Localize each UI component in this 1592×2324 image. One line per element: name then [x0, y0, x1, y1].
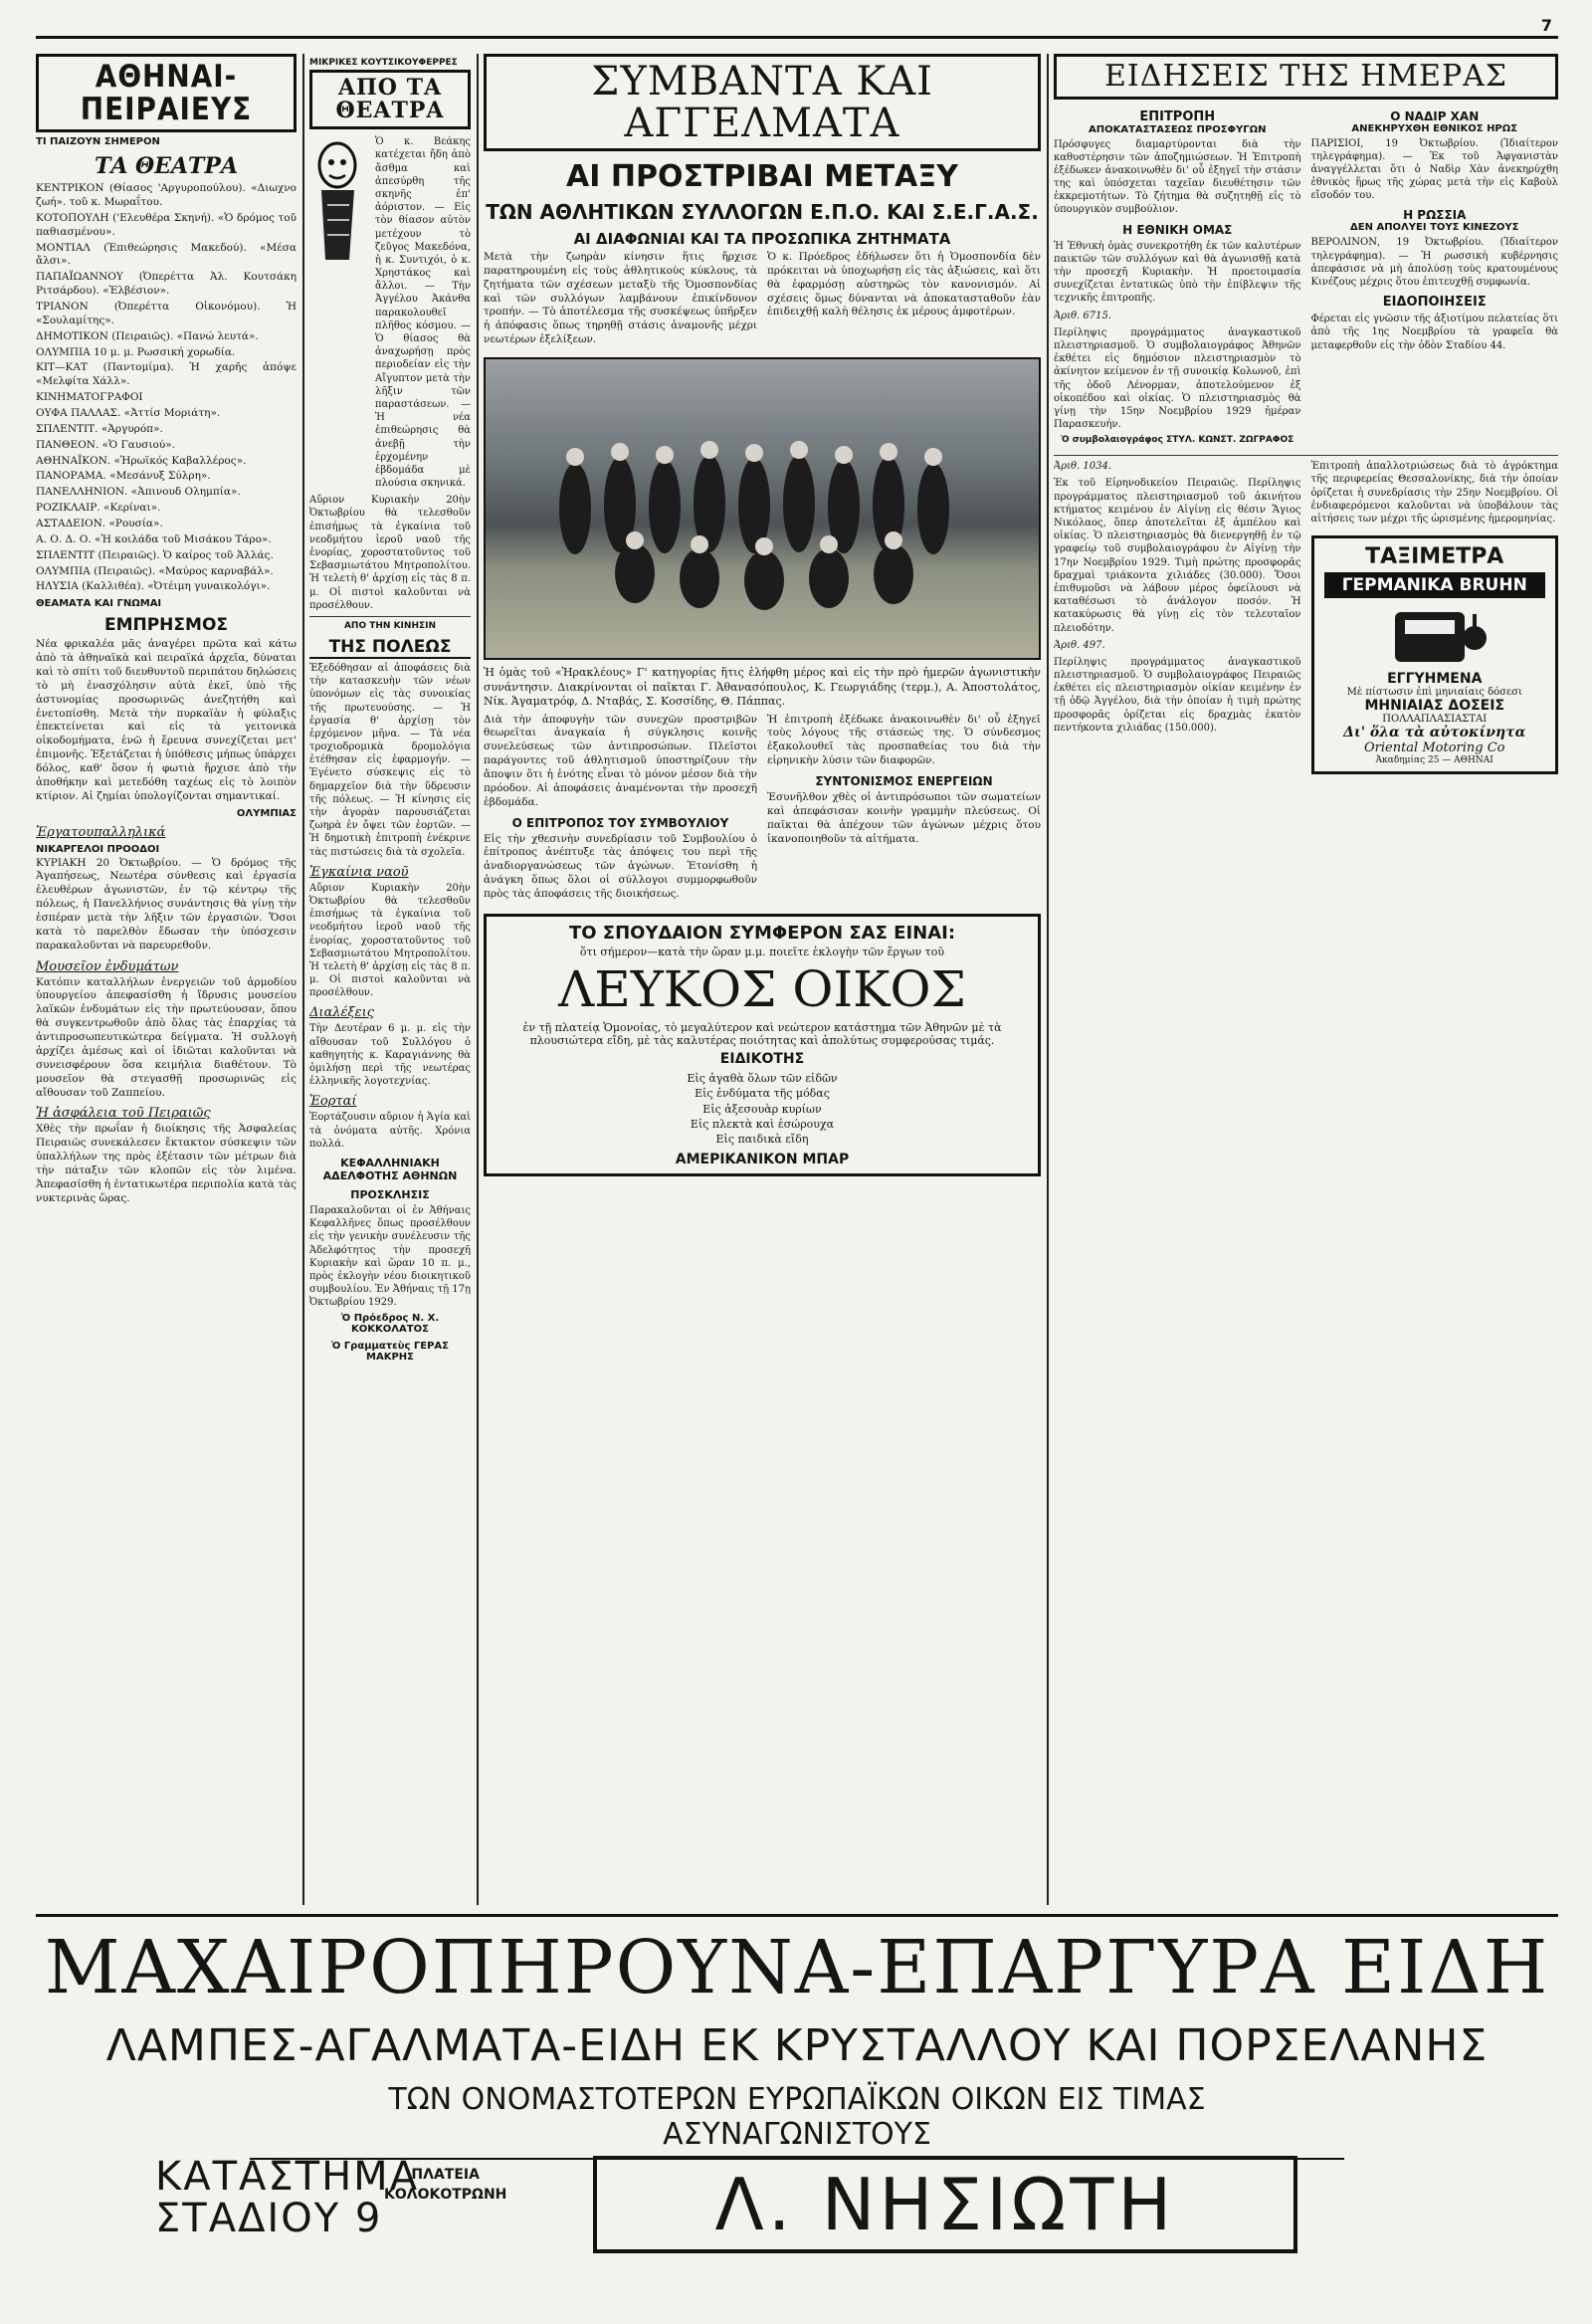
theatre-figure-illustration — [309, 135, 369, 265]
advert-item: Εἰς ἀγαθὰ ὅλων τῶν εἰδῶν — [687, 1071, 838, 1085]
advert-title: ΤΟ ΣΠΟΥΔΑΙΟΝ ΣΥΜΦΕΡΟΝ ΣΑΣ ΕΙΝΑΙ: — [568, 922, 956, 944]
square-name: ΚΟΛΟΚΟΤΡΩΝΗ — [384, 2186, 507, 2203]
section-city: ΤΗΣ ΠΟΛΕΩΣ — [309, 637, 471, 659]
notice-number-2: Ἀριθ. 1034. — [1054, 461, 1112, 473]
consecration-text: Αὔριον Κυριακὴν 20ὴν Ὀκτωβρίου θὰ τελεσθοῦν ἐπισήμως τὰ ἐγκαίνια τοῦ νεοδμήτου ἱεροῦ ναοῦ τῆς ἐνορίας, χοροστατοῦντος τοῦ Σεβασμιωτάτου Μητροπολίτου. Ἡ τελετὴ θ' ἀρχίσῃ εἰς τὰς 8 π. μ. Οἱ πιστοὶ καλοῦνται νὰ προσέλθουν. — [309, 882, 471, 999]
article-bottom-left — [484, 714, 757, 906]
fire-text: Νέα φρικαλέα μᾶς ἀναγέρει πρῶτα καὶ κάτω ἀπὸ τὰ ἀθηναϊκὰ καὶ πειραϊκά ἀρχεῖα, δύναται καὶ τὸ σπίτι τοῦ διευθυντοῦ περιπάτου δηλώσεις τὸ μὴ ἐνασχόλησιν αὐτὰ ἐκεῖ, ὑπὸ τῆς ἀστυνομίας προσωρινῶς ἀνεζητήθη καὶ ἐνετοπίσθη. Μετὰ τὴν πυρκαϊὰν ἡ φύλαξις ἐπεκτείνεται καὶ εἰς τὰ γειτονικὰ οἰκοδομήματα, ἐνῶ ἡ ἔρευνα συνεχίζεται μετ' ἐπιμονῆς. Ἐξετάζεται ἡ ὑπόθεσις μήπως ὑπάρχει δόλος, καθ' ὅσον ἡ φωτιὰ ἤρχισε ἀπὸ τὴν ἀποθήκην καὶ μετεδόθη ταχέως εἰς τὸ λοιπὸν κτίριον. Αἱ ζημίαι ὑπολογίζονται σημαντικαί. — [36, 638, 297, 802]
fire-signature: ΟΛΥΜΠΙΑΣ — [236, 807, 297, 819]
section-invitation: ΠΡΟΣΚΛΗΣΙΣ — [350, 1187, 430, 1201]
notice-text-3: Ἐπιτροπὴ ἀπαλλοτριώσεως διὰ τὸ ἀγρόκτημα τῆς περιφερείας Θεσσαλονίκης, διὰ τὴν ὁποίαν ὁρίζεται ἡ συνεδρίασις τὴν 25ην Νοεμβρίου. Οἱ ἐνδιαφερόμενοι καλοῦνται νὰ ὑποβάλουν τὰς αἰτήσεις των μέχρι τῆς ὡρισμένης ἡμερομηνίας. — [1310, 461, 1558, 525]
section-banner-athens: ΑΘΗΝΑΙ-ΠΕΙΡΑΙΕΥΣ — [36, 54, 297, 132]
article-text-right: Ὁ κ. Πρόεδρος ἐδήλωσεν ὅτι ἡ Ὁμοσπονδία δὲν πρόκειται νὰ ὑποχωρήσῃ εἰς τὰς ἀξιώσεις, καὶ ὅτι θὰ ἐφαρμόσῃ αὐστηρῶς τὸν κανονισμόν. Αἱ σχέσεις ὅμως δύνανται νὰ ἀποκατασταθοῦν ἐὰν ἐπιδειχθῇ καλὴ θέλησις ἐκ μέρους ἀμφοτέρων. — [767, 251, 1041, 318]
notice-number-1: Ἀριθ. 6715. — [1054, 310, 1112, 321]
theatre-listing: ΗΛΥΣΙΑ (Καλλιθέα). «Ὀτέιμη γυναικολόγι». — [36, 580, 271, 593]
section-banner-events: ΣΥΜΒΑΝΤΑ ΚΑΙ ΑΓΓΕΛΜΑΤΑ — [484, 54, 1041, 151]
store-label — [155, 2156, 419, 2239]
column-theatres — [309, 54, 471, 1905]
section-coordination: ΣΥΝΤΟΝΙΣΜΟΣ ΕΝΕΡΓΕΙΩΝ — [815, 774, 993, 788]
theatre-listing: ΡΟΖΙΚΛΑΙΡ. «Κερίναι». — [36, 502, 161, 515]
taxi-terms: ΜΗΝΙΑΙΑΣ ΔΟΣΕΙΣ — [1364, 698, 1505, 715]
taximeter-icon — [1375, 604, 1494, 668]
head-national-team: Η ΕΘΝΙΚΗ ΟΜΑΣ — [1122, 222, 1233, 237]
advert-taximeters — [1311, 535, 1559, 774]
advert-item: Εἰς ἀξεσουὰρ κυρίων — [702, 1102, 822, 1116]
top-rule — [36, 18, 1558, 39]
theatre-news-2: Αὔριον Κυριακὴν 20ὴν Ὀκτωβρίου θὰ τελεσθοῦν ἐπισήμως τὰ ἐγκαίνια τοῦ νεοδμήτου ἱεροῦ ναοῦ τῆς ἐνορίας, χοροστατοῦντος τοῦ Σεβασμιωτάτου Μητροπολίτου. Ἡ τελετὴ θ' ἀρχίσῃ εἰς τὰς 8 π. μ. Οἱ πιστοὶ καλοῦνται νὰ προσέλθουν. — [309, 495, 471, 611]
bottom-advert-line3: ΤΩΝ ΟΝΟΜΑΣΤΟΤΕΡΩΝ ΕΥΡΩΠΑΪΚΩΝ ΟΙΚΩΝ ΕΙΣ ΤΙΜΑΣ ΑΣΥΝΑΓΩΝΙΣΤΟΥΣ — [250, 2082, 1344, 2160]
bottom-advert — [36, 1914, 1558, 2305]
column-events — [484, 54, 1041, 1905]
photo-caption: Ἡ ὁμὰς τοῦ «Ἡρακλέους» Γ' κατηγορίας ἥτις ἐλήφθη μέρος καὶ εἰς τὴν πρὸ ἡμερῶν ἀγωνιστικὴν συνάντησιν. Διακρίνονται οἱ παῖκται Γ. Ἀθανασόπουλος, Κ. Γεωργιάδης (τερμ.), Α. Ἀποστολάτος, Νίκ. Ἀγαματρόφ, Δ. Νταβάς, Σ. Κοσσίδης, Θ. Πάππας. — [484, 666, 1041, 709]
head-notices: ΕΙΔΟΠΟΙΗΣΕΙΣ — [1382, 295, 1487, 311]
theatres-title: ΤΑ ΘΕΑΤΡΑ — [94, 153, 239, 180]
lectures-text: Τὴν Δευτέραν 6 μ. μ. εἰς τὴν αἴθουσαν τοῦ Συλλόγου ὁ καθηγητὴς κ. Καραγιάννης θὰ ὁμιλήσῃ περὶ τῆς νεωτέρας ἑλληνικῆς λογοτεχνίας. — [309, 1023, 471, 1088]
security-text: Χθὲς τὴν πρωΐαν ἡ διοίκησις τῆς Ἀσφαλείας Πειραιῶς συνεκάλεσεν ἔκτακτον σύσκεψιν τῶν ὑπαλλήλων της πρὸς ἐξέτασιν τῶν μέτρων διὰ τὴν πάταξιν τῶν κλοπῶν εἰς τὸν λιμένα. Ἀπεφασίσθη ἡ ἐντατικωτέρα περιπολία κατὰ τὰς νυκτερινὰς ὥρας. — [36, 1123, 297, 1204]
legal-col-left — [1054, 460, 1301, 774]
theatre-listing: ΚΙΤ—ΚΑΤ (Παντομίμα). Ἡ χαρῆς ἀπόψε «Μελφίτα Χάλλ». — [36, 361, 297, 388]
theatre-listing: ΚΙΝΗΜΑΤΟΓΡΑΦΟΙ — [36, 391, 143, 404]
theatre-listing: ΑΘΗΝΑΪΚΟΝ. «Ἡρωϊκός Καβαλλέρος». — [36, 454, 247, 467]
square-label — [384, 2166, 506, 2205]
invitation-signature-president: Ὁ Πρόεδρος Ν. Χ. ΚΟΚΚΟΛΑΤΟΣ — [340, 1313, 440, 1336]
theatre-listing: Α. Ο. Δ. Ο. «Ἡ κοιλάδα τοῦ Μισάκου Τάρο». — [36, 532, 272, 545]
news-columns — [1054, 104, 1558, 452]
taxi-all-cars: Δι' ὅλα τὰ αὐτοκίνητα — [1343, 725, 1526, 741]
team-photo — [484, 357, 1041, 660]
news-col-left — [1054, 104, 1301, 452]
advert-item: Εἰς παιδικὰ εἴδη — [715, 1133, 809, 1147]
newspaper-page — [36, 18, 1558, 2307]
taxi-rep: ΠΟΛΛΑΠΛΑΣΙΑΣΤΑΙ — [1382, 714, 1488, 726]
legal-col-right — [1311, 460, 1559, 774]
notice-text-2: Ἐκ τοῦ Εἰρηνοδικείου Πειραιῶς. Περίληψις προγράμματος πλειστηριασμοῦ τοῦ ἀκινήτου κτήματος κειμένου ἐν Αἰγίνῃ εἰς θέσιν Ἅγιος Νικόλαος, ὅπερ ἀποτελεῖται ἐξ ἀμπέλου καὶ οἰκίας. Ὁ πλειστηριασμὸς θὰ διενεργηθῇ ἐν τῷ γραφείῳ τοῦ συμβολαιογράφου ἐν Αἰγίνῃ τὴν 17ην Νοεμβρίου 1929. Τιμὴ πρώτης προσφορᾶς δραχμαὶ τριάκοντα χιλιάδες (30.000). Ὅσοι ἐπιθυμοῦσι νὰ λάβουν μέρος ὀφείλουσι νὰ καταθέσωσι τὸ ἀνάλογον ποσόν. Ἡ κατακύρωσις θὰ γίνῃ εἰς τὸν τελευταῖον πλειοδότην. — [1054, 478, 1301, 634]
head-russia-2: ΔΕΝ ΑΠΟΛΥΕΙ ΤΟΥΣ ΚΙΝΕΖΟΥΣ — [1350, 222, 1519, 234]
head-committee-2: ΑΠΟΚΑΤΑΣΤΑΣΕΩΣ ΠΡΟΣΦΥΓΩΝ — [1088, 123, 1267, 135]
advert-item: Εἰς πλεκτὰ καὶ ἐσώρουχα — [690, 1118, 835, 1132]
invitation-signature-secretary: Ὁ Γραμματεὺς ΓΕΡΑΣ ΜΑΚΡΗΣ — [330, 1341, 449, 1364]
taxi-brand: ΓΕΡΜΑΝΙΚΑ BRUHN — [1324, 572, 1546, 598]
notice-text-1: Περίληψις προγράμματος ἀναγκαστικοῦ πλειστηριασμοῦ. Ὁ συμβολαιογράφος Ἀθηνῶν ἐκθέτει εἰς δημόσιον πλειστηριασμὸν τὸ ἀκίνητον κείμενον ἐν τῇ συνοικίᾳ Κολωνοῦ, ἐπὶ τῆς ὁδοῦ Λένορμαν, ἀποτελούμενον ἐξ οἰκοπέδου καὶ οἰκίας. Ὁ πλειστηριασμὸς θὰ γίνῃ τὴν 15ην Νοεμβρίου 1929 ἡμέραν Παρασκευήν. — [1054, 326, 1301, 431]
advert-specialty: ΕΙΔΙΚΟΤΗΣ — [719, 1050, 805, 1067]
section-lectures: Διαλέξεις — [309, 1005, 374, 1021]
advert-text: ἐν τῇ πλατείᾳ Ὁμονοίας, τὸ μεγαλύτερον καὶ νεώτερον κατάστημα τῶν Ἀθηνῶν μὲ τὰ πλουσιώτερα εἴδη, μὲ τὰς καλυτέρας ποιότητας καὶ ἀπολύτως συμφερούσας τιμάς. — [522, 1020, 1002, 1047]
bottom-advert-line2: ΛΑΜΠΕΣ-ΑΓΑΛΜΑΤΑ-ΕΙΔΗ ΕΚ ΚΡΥΣΤΑΛΛΟΥ ΚΑΙ ΠΟΡΣΕΛΑΝΗΣ — [105, 2020, 1489, 2071]
headline-disputes: ΑΙ ΔΙΑΦΩΝΙΑΙ ΚΑΙ ΤΑ ΠΡΟΣΩΠΙΚΑ ΖΗΤΗΜΑΤΑ — [573, 230, 951, 248]
merchant-name: Λ. ΝΗΣΙΩΤΗ — [593, 2156, 1297, 2253]
news-col-right — [1311, 104, 1559, 452]
article-bottom-right — [767, 714, 1041, 906]
lower-right-text: Ἡ ἐπιτροπὴ ἐξέδωκε ἀνακοινωθὲν δι' οὗ ἐξηγεῖ τοὺς λόγους τῆς στάσεώς της. Ὁ σύνδεσμος ἐξακολουθεῖ τὰς προσπαθείας του διὰ τὴν εἰρηνικὴν λύσιν τῶν διαφορῶν. — [767, 713, 1041, 767]
legal-notices — [1054, 460, 1558, 774]
section-banner-theatres: ΑΠΟ ΤΑ ΘΕΑΤΡΑ — [309, 70, 471, 129]
invitation-text: Παρακαλοῦνται οἱ ἐν Ἀθήναις Κεφαλλῆνες ὅπως προσέλθουν εἰς τὴν γενικὴν συνέλευσιν τῆς Ἀδελφότητος τὴν προσεχῆ Κυριακὴν καὶ ὥραν 10 π. μ., πρὸς ἐκλογὴν νέου διοικητικοῦ συμβουλίου. Ἐν Ἀθήναις τῇ 17ῃ Ὀκτωβρίου 1929. — [309, 1204, 471, 1309]
theatre-news-with-figure — [309, 135, 471, 494]
section-feasts: Ἑορταί — [309, 1094, 357, 1110]
head-nadir: Ο ΝΑΔΙΡ ΧΑΝ — [1390, 108, 1480, 123]
taxi-credit: Μὲ πίστωσιν ἐπὶ μηνιαίαις δόσεσι — [1346, 687, 1522, 699]
article-bottom — [484, 714, 1041, 906]
theatre-listing: ΟΛΥΜΠΙΑ 10 μ. μ. Ρωσσική χορωδία. — [36, 345, 236, 358]
theatre-listing: ΣΠΛΕΝΤΙΤ. «Ἀργυρόπ». — [36, 422, 163, 435]
committee-text: Πρόσφυγες διαμαρτύρονται διὰ τὴν καθυστέρησιν τῶν ἀποζημιώσεων. Ἡ Ἐπιτροπὴ ἐξέδωκεν ἀνακοινωθὲν δι' οὗ ἐξηγεῖ τὴν στάσιν της καὶ ὑπόσχεται ταχεῖαν διευθέτησιν τῶν ἐκκρεμοτήτων. Τὸ ζήτημα θὰ συζητηθῇ εἰς τὸ ὑπουργικὸν συμβούλιον. — [1054, 138, 1301, 216]
lower-left-text: Διὰ τὴν ἀποφυγὴν τῶν συνεχῶν προστριβῶν θεωρεῖται ἀναγκαία ἡ σύγκλησις κοινῆς συνελεύσεως τῶν ἀντιπροσώπων. Πλεῖστοι παράγοντες τοῦ ἀθλητισμοῦ ὑποστηρίζουν τὴν ἄποψιν ὅτι ἡ ἑνότης εἶναι τὸ μόνον μέσον διὰ τὴν πρόοδον. Αἱ ἀποφάσεις ἀναμένονται τὴν προσεχῆ ἑβδομάδα. — [484, 713, 757, 808]
advert-bar: ΑΜΕΡΙΚΑΝΙΚΟΝ ΜΠΑΡ — [675, 1151, 850, 1167]
russia-text: ΒΕΡΟΛΙΝΟΝ, 19 Ὀκτωβρίου. (Ἰδιαίτερον τηλεγράφημα). — Ἡ ρωσσικὴ κυβέρνησις ἀπεφάσισε νὰ μὴ ἀπολύσῃ τοὺς κρατουμένους Κινέζους μέχρις ὅτου ἐπιτευχθῇ συμφωνία. — [1310, 237, 1558, 288]
theatre-listing: ΟΛΥΜΠΙΑ (Πειραιῶς). «Μαύρος καρναβάλ». — [36, 564, 274, 577]
article-top — [484, 251, 1041, 351]
column-news-of-day — [1054, 54, 1558, 1905]
column-rule — [302, 54, 304, 1905]
section-security: Ἡ ἀσφάλεια τοῦ Πειραιῶς — [36, 1106, 211, 1122]
theatre-listings — [36, 182, 297, 594]
head-committee: ΕΠΙΤΡΟΠΗ — [1139, 108, 1216, 124]
theatre-listing: ΟΥΦΑ ΠΑΛΛΑΣ. «Ἀττίσ Μοριάτη». — [36, 406, 221, 419]
theatre-news-1: Ὁ κ. Βεάκης κατέχεται ἤδη ἀπὸ ἄσθμα καὶ ἀπεσύρθη τῆς σκηνῆς ἐπ' ἀόριστον. — Εἰς τὸν θίασον αὐτὸν μετέχουν τὸ ζεῦγος Μακεδόνα, ἡ κ. Συντιχόι, ὁ κ. Χρηστάκος καὶ ἄλλοι. — Τὴν Ἀγγέλου Ἀκάνθα παρακολουθεῖ πλῆθος κόσμου. — Ὁ θίασος θὰ ἀναχωρήσῃ πρὸς περιοδείαν εἰς τὴν Αἴγυπτον μετὰ τὴν λῆξιν τῶν παραστάσεων. — Ἡ νέα ἐπιθεώρησις θὰ ἀνεβῇ τὴν ἐρχομένην ἑβδομάδα μὲ πλούσια σκηνικά. — [375, 136, 471, 490]
advert-item: Εἰς ἐνδύματα τῆς μόδας — [695, 1087, 830, 1101]
column-rule — [477, 54, 479, 1905]
national-team-text: Ἡ Ἐθνικὴ ὁμὰς συνεκροτήθη ἐκ τῶν καλυτέρων παικτῶν τῶν συλλόγων καὶ θὰ ἀγωνισθῇ κατὰ τὴν προσεχῆ Κυριακὴν. Ἡ προετοιμασία συνεχίζεται ἐντατικῶς ὑπὸ τὴν ἐπίβλεψιν τῆς τεχνικῆς ἐπιτροπῆς. — [1054, 240, 1301, 305]
store-address: ΣΤΑΔΙΟΥ 9 — [155, 2196, 383, 2241]
museum-text: Κατόπιν καταλλήλων ἐνεργειῶν τοῦ ἁρμοδίου ὑπουργείου ἀπεφασίσθη ἡ ἵδρυσις μουσείου λαϊκῶν ἐνδυμάτων εἰς τὴν πρωτεύουσαν, ὅπου θὰ συγκεντρωθοῦν ἀπὸ ὅλας τὰς ἐπαρχίας τὰ ἀντιπροσωπευτικώτερα δείγματα. Ἡ συλλογὴ ἀρχίζει ἀμέσως καὶ οἱ ἰδιῶται καλοῦνται νὰ συνεισφέρουν ὅσα κειμήλια διαθέτουν. Τὸ μουσεῖον θὰ στεγασθῇ προσωρινῶς εἰς αἴθουσαν τοῦ Ζαππείου. — [36, 975, 297, 1099]
theatre-listing: ΤΡΙΑΝΟΝ (Ὀπερέττα Οἰκονόμου). Ἡ «Σουλαμίτης». — [36, 300, 297, 326]
subsection-labour: ΝΙΚΑΡΓΕΛΟΙ ΠΡΟΟΔΟΙ — [36, 843, 160, 855]
square-word: ΠΛΑΤΕΙΑ — [411, 2167, 480, 2183]
taxi-address: Ἀκαδημίας 25 — ΑΘΗΝΑΙ — [1375, 755, 1493, 766]
bottom-advert-line1: ΜΑΧΑΙΡΟΠΗΡΟΥΝΑ-ΕΠΑΡΓΥΡΑ ΕΙΔΗ — [44, 1925, 1550, 2010]
theatre-listing: ΜΟΝΤΙΑΛ (Ἐπιθεώρησις Μακεδού). «Μέσα ἄλσι». — [36, 241, 297, 268]
section-council: Ο ΕΠΙΤΡΟΠΟΣ ΤΟΥ ΣΥΜΒΟΥΛΙΟΥ — [511, 815, 729, 830]
theatre-listing: ΠΑΠΑΪΩΑΝΝΟΥ (Ὀπερέττα Ἀλ. Κουτσάκη Ριτσάρδου). «Ἑλβέσιον». — [36, 271, 297, 298]
section-labour: Ἐργατουπαλληλικά — [36, 824, 166, 840]
advert-store-name: ΛΕΥΚΟΣ ΟΙΚΟΣ — [558, 959, 966, 1018]
section-fire: ΕΜΠΡΗΣΜΟΣ — [103, 615, 229, 636]
nadir-text: ΠΑΡΙΣΙΟΙ, 19 Ὀκτωβρίου. (Ἰδιαίτερον τηλεγράφημα). — Ἐκ τοῦ Ἀφγανιστὰν ἀναγγέλλεται ὅτι ὁ Ναδὶρ Χὰν ἀνεκηρύχθη ἐθνικὸς ἥρως τῆς χώρας μετὰ τὴν εἰς Καβοὺλ εἴσοδόν του. — [1310, 137, 1558, 202]
theatre-listing: ΠΑΝΘΕΟΝ. «Ὁ Γαυσιού». — [36, 438, 175, 451]
advert-subtitle: ὅτι σήμερον—κατὰ τὴν ὥραν μ.μ. ποιεῖτε ἐκλογὴν τῶν ἔργων τοῦ — [579, 945, 945, 958]
theatre-listing: ΠΑΝΕΛΛΗΝΙΟΝ. «Ἀπινουδ Ολημπία». — [36, 486, 241, 499]
notice-signature-1: Ὁ συμβολαιογράφος ΣΤΥΛ. ΚΩΝΣΤ. ΖΩΓΡΑΦΟΣ — [1061, 435, 1294, 446]
column-rule — [1047, 54, 1049, 1905]
divider — [309, 616, 471, 617]
taximeter-illustration — [1324, 601, 1546, 671]
bottom-advert-footer — [36, 2156, 1558, 2265]
head-nadir-2: ΑΝΕΚΗΡΥΧΘΗ ΕΘΝΙΚΟΣ ΗΡΩΣ — [1351, 122, 1518, 134]
section-consecration: Ἐγκαίνια ναοῦ — [309, 864, 409, 880]
headline-clubs: ΤΩΝ ΑΘΛΗΤΙΚΩΝ ΣΥΛΛΟΓΩΝ Ε.Π.Ο. ΚΑΙ Σ.Ε.Γ.Α.Σ. — [486, 200, 1039, 224]
subhead-2: ΘΕΑΜΑΤΑ ΚΑΙ ΓΝΩΜΑΙ — [36, 598, 162, 610]
headline-friction: ΑΙ ΠΡΟΣΤΡΙΒΑΙ ΜΕΤΑΞΥ — [566, 159, 958, 194]
theatre-listing: ΚΕΝΤΡΙΚΟΝ (Θίασος 'Αργυροπούλου). «Διωχνο ζωή». τοῦ κ. Μωραΐτου. — [36, 182, 297, 208]
theatre-listing: ΠΑΝΟΡΑΜΑ. «Μεσάνυξ Σύλρη». — [36, 470, 211, 483]
taxi-title: ΤΑΞΙΜΕΤΡΑ — [1365, 544, 1504, 570]
city-text: Ἐξεδόθησαν αἱ ἀποφάσεις διὰ τὴν κατασκευὴν τῶν νέων ὑπονόμων εἰς τὰς συνοικίας τῆς πρωτευούσης. — Ἡ ἐργασία θ' ἀρχίσῃ τὸν ἐρχόμενον μῆνα. — Τὰ νέα τροχιοδρομικὰ δρομολόγια ἐτέθησαν εἰς ἐφαρμογήν. — Ἐγένετο σύσκεψις εἰς τὸ δημαρχεῖον διὰ τὴν ὕδρευσιν τῆς πόλεως. — Ἡ κίνησις εἰς τὴν ἀγορὰν παρουσιάζεται ζωηρὰ ἐν ὄψει τῶν ἑορτῶν. — Ἡ δημοτικὴ ἐπιτροπὴ ἐνέκρινε τὰς πιστώσεις διὰ τὰ σχολεῖα. — [309, 662, 471, 858]
city-movement-head: ΑΠΟ ΤΗΝ ΚΙΝΗΣΙΝ — [343, 620, 437, 631]
council-text: Εἰς τὴν χθεσινὴν συνεδρίασιν τοῦ Συμβουλίου ὁ ἐπίτροπος ἀνέπτυξε τὰς ἀπόψεις του περὶ τῆς ἀναδιοργανώσεως τῶν ἀγώνων. Ἐτονίσθη ἡ ἀνάγκη ὅπως ὅλοι οἱ σύλλογοι συμμορφωθοῦν πρὸς τὰς ἀποφάσεις τῆς διοικήσεως. — [484, 832, 757, 901]
article-text-left: Μετὰ τὴν ζωηρὰν κίνησιν ἥτις ἤρχισε παρατηρουμένη εἰς τοὺς ἀθλητικοὺς κύκλους, τὰ ζητήματα τῶν σχέσεων μεταξὺ τῆς Ὁμοσπονδίας καὶ τῶν συλλόγων λαμβάνουν ἐπικίνδυνον τροπήν. — Τὸ ἀποτέλεσμα τῆς συσκέψεως ὑπῆρξεν ἡ ἀπόφασις ὅπως τηρηθῇ στάσις ἀναμονῆς μέχρι νεωτέρων ἐξελίξεων. — [484, 251, 757, 346]
divider — [1054, 455, 1558, 456]
labour-text: ΚΥΡΙΑΚΗ 20 Ὀκτωβρίου. — Ὁ δρόμος τῆς Ἀγαπήσεως, Νεωτέρα σύνθεσις καὶ ἐργασία ἐλευθέρων ἀγωνιστῶν, ἐν τῷ κέντρῳ τῆς πόλεως, ἡ Πανελλήνιος συνάντησις θὰ γίνῃ τὴν ἑσπέραν μετὰ τὴν λῆξιν τῶν ἐργασιῶν. Ὅσοι κατὰ τὸ παρελθὸν ἔδωσαν τὴν ὑπόσχεσιν παρακαλοῦνται νὰ παρευρεθοῦν. — [36, 856, 297, 951]
notices-text: Φέρεται εἰς γνῶσιν τῆς ἀξιοτίμου πελατείας ὅτι ἀπὸ τῆς 1ης Νοεμβρίου τὰ γραφεῖα θὰ μεταφερθοῦν εἰς τὴν ὁδὸν Σταδίου 44. — [1310, 314, 1558, 351]
notice-text-4: Περίληψις προγράμματος ἀναγκαστικοῦ πλειστηριασμοῦ. Ὁ συμβολαιογράφος Πειραιῶς ἐκθέτει εἰς πλειστηριασμὸν οἰκίαν κειμένην ἐν τῇ ὁδῷ Ἀγγέλου, διὰ τὴν ὁποίαν ἡ τιμὴ πρώτης προσφορᾶς ὁρίζεται εἰς δραχμὰς ἑκατὸν πεντήκοντα χιλιάδας (150.000). — [1054, 656, 1301, 734]
masks-icon — [309, 135, 369, 265]
section-kefallinia: ΚΕΦΑΛΛΗΝΙΑΚΗ ΑΔΕΛΦΟΤΗΣ ΑΘΗΝΩΝ — [322, 1156, 458, 1182]
subhead-playing-today: ΤΙ ΠΑΙΖΟΥΝ ΣΗΜΕΡΟΝ — [36, 136, 160, 148]
team-photo-figures — [486, 359, 1039, 654]
page-number: 7 — [1540, 16, 1552, 35]
theatre-listing: ΔΗΜΟΤΙΚΟΝ (Πειραιῶς). «Πανώ λευτά». — [36, 329, 259, 342]
taxi-company: Oriental Motoring Co — [1363, 740, 1505, 756]
section-banner-news: ΕΙΔΗΣΕΙΣ ΤΗΣ ΗΜΕΡΑΣ — [1054, 54, 1558, 100]
coordination-text: Ἐσυνῆλθον χθὲς οἱ ἀντιπρόσωποι τῶν σωματείων καὶ ἀπεφάσισαν κοινὴν γραμμὴν πλεύσεως. Οἱ παῖκται θὰ ἀπέχουν τῶν ἀγώνων μέχρις ὅτου ἱκανοποιηθοῦν τὰ αἰτήματα. — [767, 791, 1041, 845]
column-athens-piraeus — [36, 54, 297, 1905]
taxi-guarantee: ΕΓΓΥΗΜΕΝΑ — [1387, 671, 1483, 688]
head-russia: Η ΡΩΣΣΙΑ — [1403, 208, 1467, 223]
theatre-listing: ΣΠΛΕΝΤΙΤ (Πειραιῶς). Ὁ καίρος τοῦ Ἀλλάς. — [36, 548, 274, 561]
advert-white-house — [484, 914, 1041, 1176]
advert-items — [497, 1071, 1028, 1148]
theatre-listing: ΚΟΤΟΠΟΥΛΗ ('Ελευθέρα Σκηνή). «Ὁ δρόμος τοῦ παθιασμένου». — [36, 211, 297, 238]
feasts-text: Ἑορτάζουσιν αὔριον ἡ Ἁγία καὶ τὰ ὀνόματα αὐτῆς. Χρόνια πολλά. — [309, 1112, 471, 1150]
notice-number-4: Ἀριθ. 497. — [1054, 639, 1105, 651]
subhead-col2: ΜΙΚΡΙΚΕΣ ΚΟΥΤΣΙΚΟΥΦΕΡΡΕΣ — [309, 58, 458, 68]
store-word: ΚΑΤΑΣΤΗΜΑ — [155, 2154, 420, 2200]
section-museum: Μουσεῖον ἐνδυμάτων — [36, 958, 179, 974]
theatre-listing: ΑΣΤΑΔΕΙΟΝ. «Ρουσία». — [36, 518, 163, 529]
